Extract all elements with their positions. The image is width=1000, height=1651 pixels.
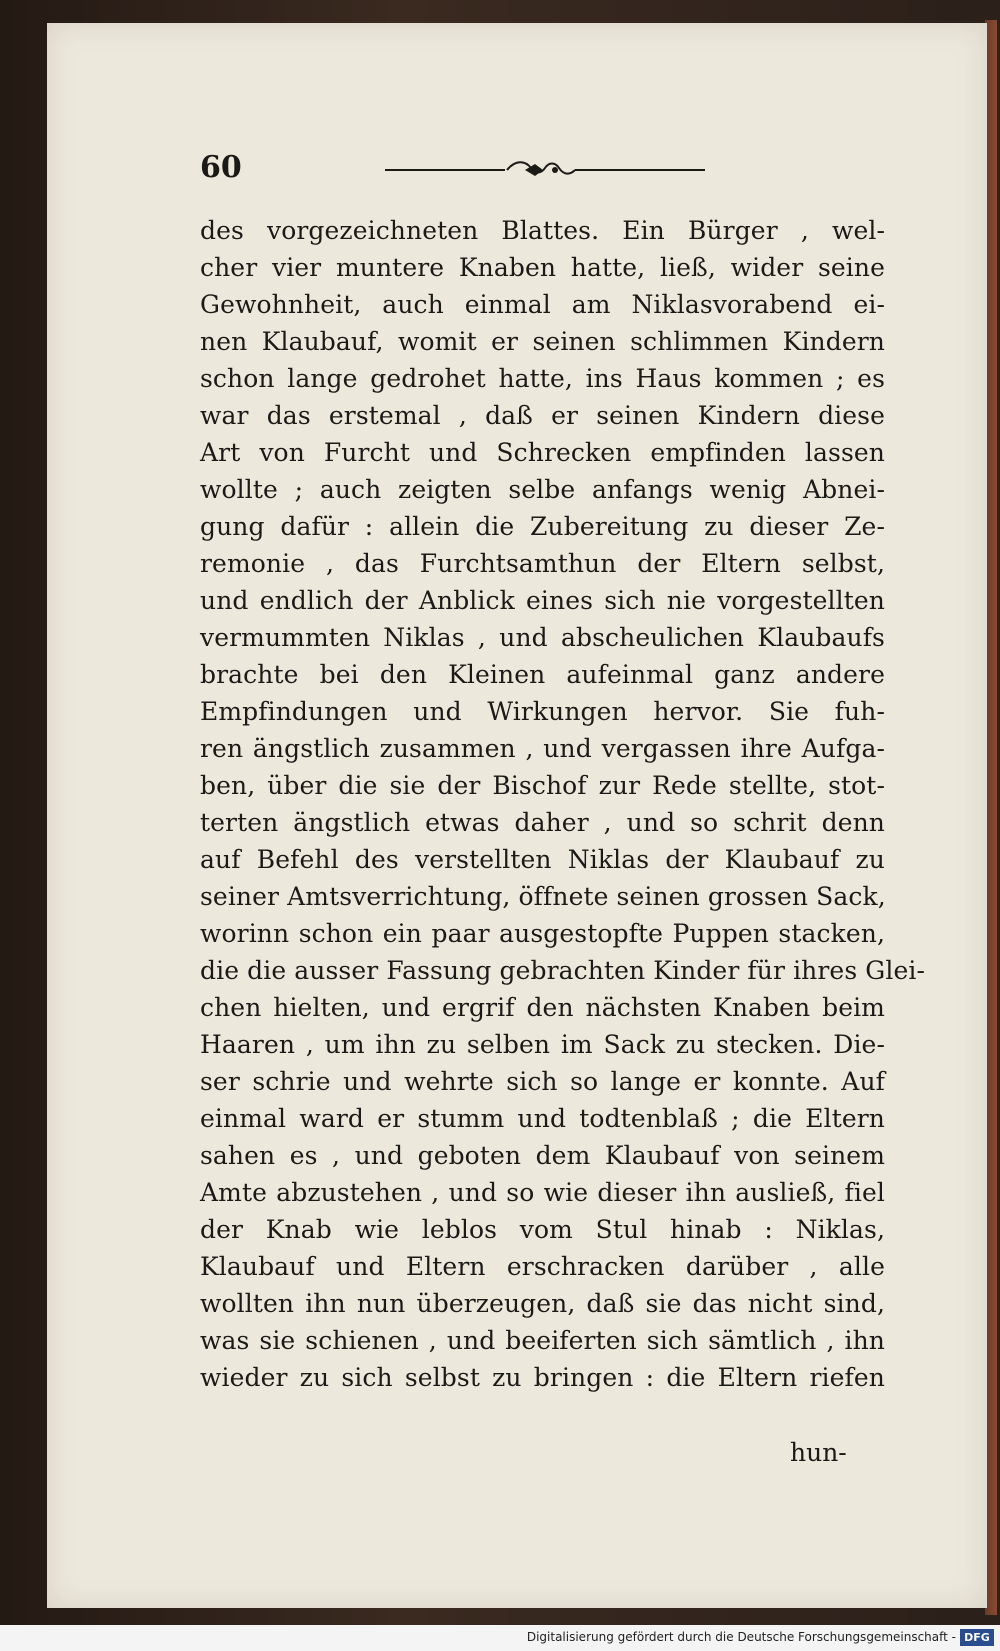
digitization-footer [0,1625,1000,1651]
text-line: ser schrie und wehrte sich so lange er konnte. Auf [200,1067,885,1096]
text-line: seiner Amtsverrichtung, öffnete seinen grossen Sack, [200,882,886,911]
text-line: vermummten Niklas , und abscheulichen Klaubaufs [200,623,885,652]
page-header [200,150,880,190]
text-line: schon lange gedrohet hatte, ins Haus kommen ; es [200,364,885,393]
body-text [200,212,925,1396]
text-line: cher vier muntere Knaben hatte, ließ, wider seine [200,253,885,282]
text-line: Amte abzustehen , und so wie dieser ihn ausließ, fiel [200,1178,885,1207]
text-line: wieder zu sich selbst zu bringen : die Eltern riefen [200,1363,885,1392]
text-line: einmal ward er stumm und todtenblaß ; die Eltern [200,1104,885,1133]
text-line: und endlich der Anblick eines sich nie vorgestellten [200,586,885,615]
text-line: der Knab wie leblos vom Stul hinab : Niklas, [200,1215,885,1244]
text-line: remonie , das Furchtsamthun der Eltern selbst, [200,549,885,578]
text-line: die die ausser Fassung gebrachten Kinder für ihres Glei- [200,956,925,985]
header-ornament [385,156,705,184]
text-line: Klaubauf und Eltern erschracken darüber , alle [200,1252,885,1281]
text-line: nen Klaubauf, womit er seinen schlimmen Kindern [200,327,885,356]
dfg-logo: DFG [960,1629,994,1646]
text-line: ren ängstlich zusammen , und vergassen ihre Aufga- [200,734,885,763]
text-line: terten ängstlich etwas daher , und so schrit denn [200,808,885,837]
text-line: chen hielten, und ergrif den nächsten Knaben beim [200,993,885,1022]
text-line: Gewohnheit, auch einmal am Niklasvorabend ei- [200,290,885,319]
catchword: hun- [790,1438,847,1467]
text-line: Haaren , um ihn zu selben im Sack zu stecken. Die- [200,1030,885,1059]
text-line: Art von Furcht und Schrecken empfinden lassen [200,438,885,467]
text-line: des vorgezeichneten Blattes. Ein Bürger , wel- [200,216,885,245]
footer-credit: Digitalisierung gefördert durch die Deutsche Forschungsgemeinschaft - [526,1630,956,1644]
text-line: war das erstemal , daß er seinen Kindern diese [200,401,885,430]
text-line: auf Befehl des verstellten Niklas der Klaubauf zu [200,845,885,874]
text-line: Empfindungen und Wirkungen hervor. Sie fuh- [200,697,885,726]
text-line: sahen es , und geboten dem Klaubauf von seinem [200,1141,885,1170]
text-line: worinn schon ein paar ausgestopfte Puppen stacken, [200,919,885,948]
text-line: was sie schienen , und beeiferten sich sämtlich , ihn [200,1326,885,1355]
text-line: ben, über die sie der Bischof zur Rede stellte, stot- [200,771,885,800]
text-line: wollten ihn nun überzeugen, daß sie das nicht sind, [200,1289,885,1318]
text-line: wollte ; auch zeigten selbe anfangs wenig Abnei- [200,475,885,504]
text-line: gung dafür : allein die Zubereitung zu dieser Ze- [200,512,885,541]
page-number: 60 [200,150,242,185]
text-line: brachte bei den Kleinen aufeinmal ganz andere [200,660,885,689]
